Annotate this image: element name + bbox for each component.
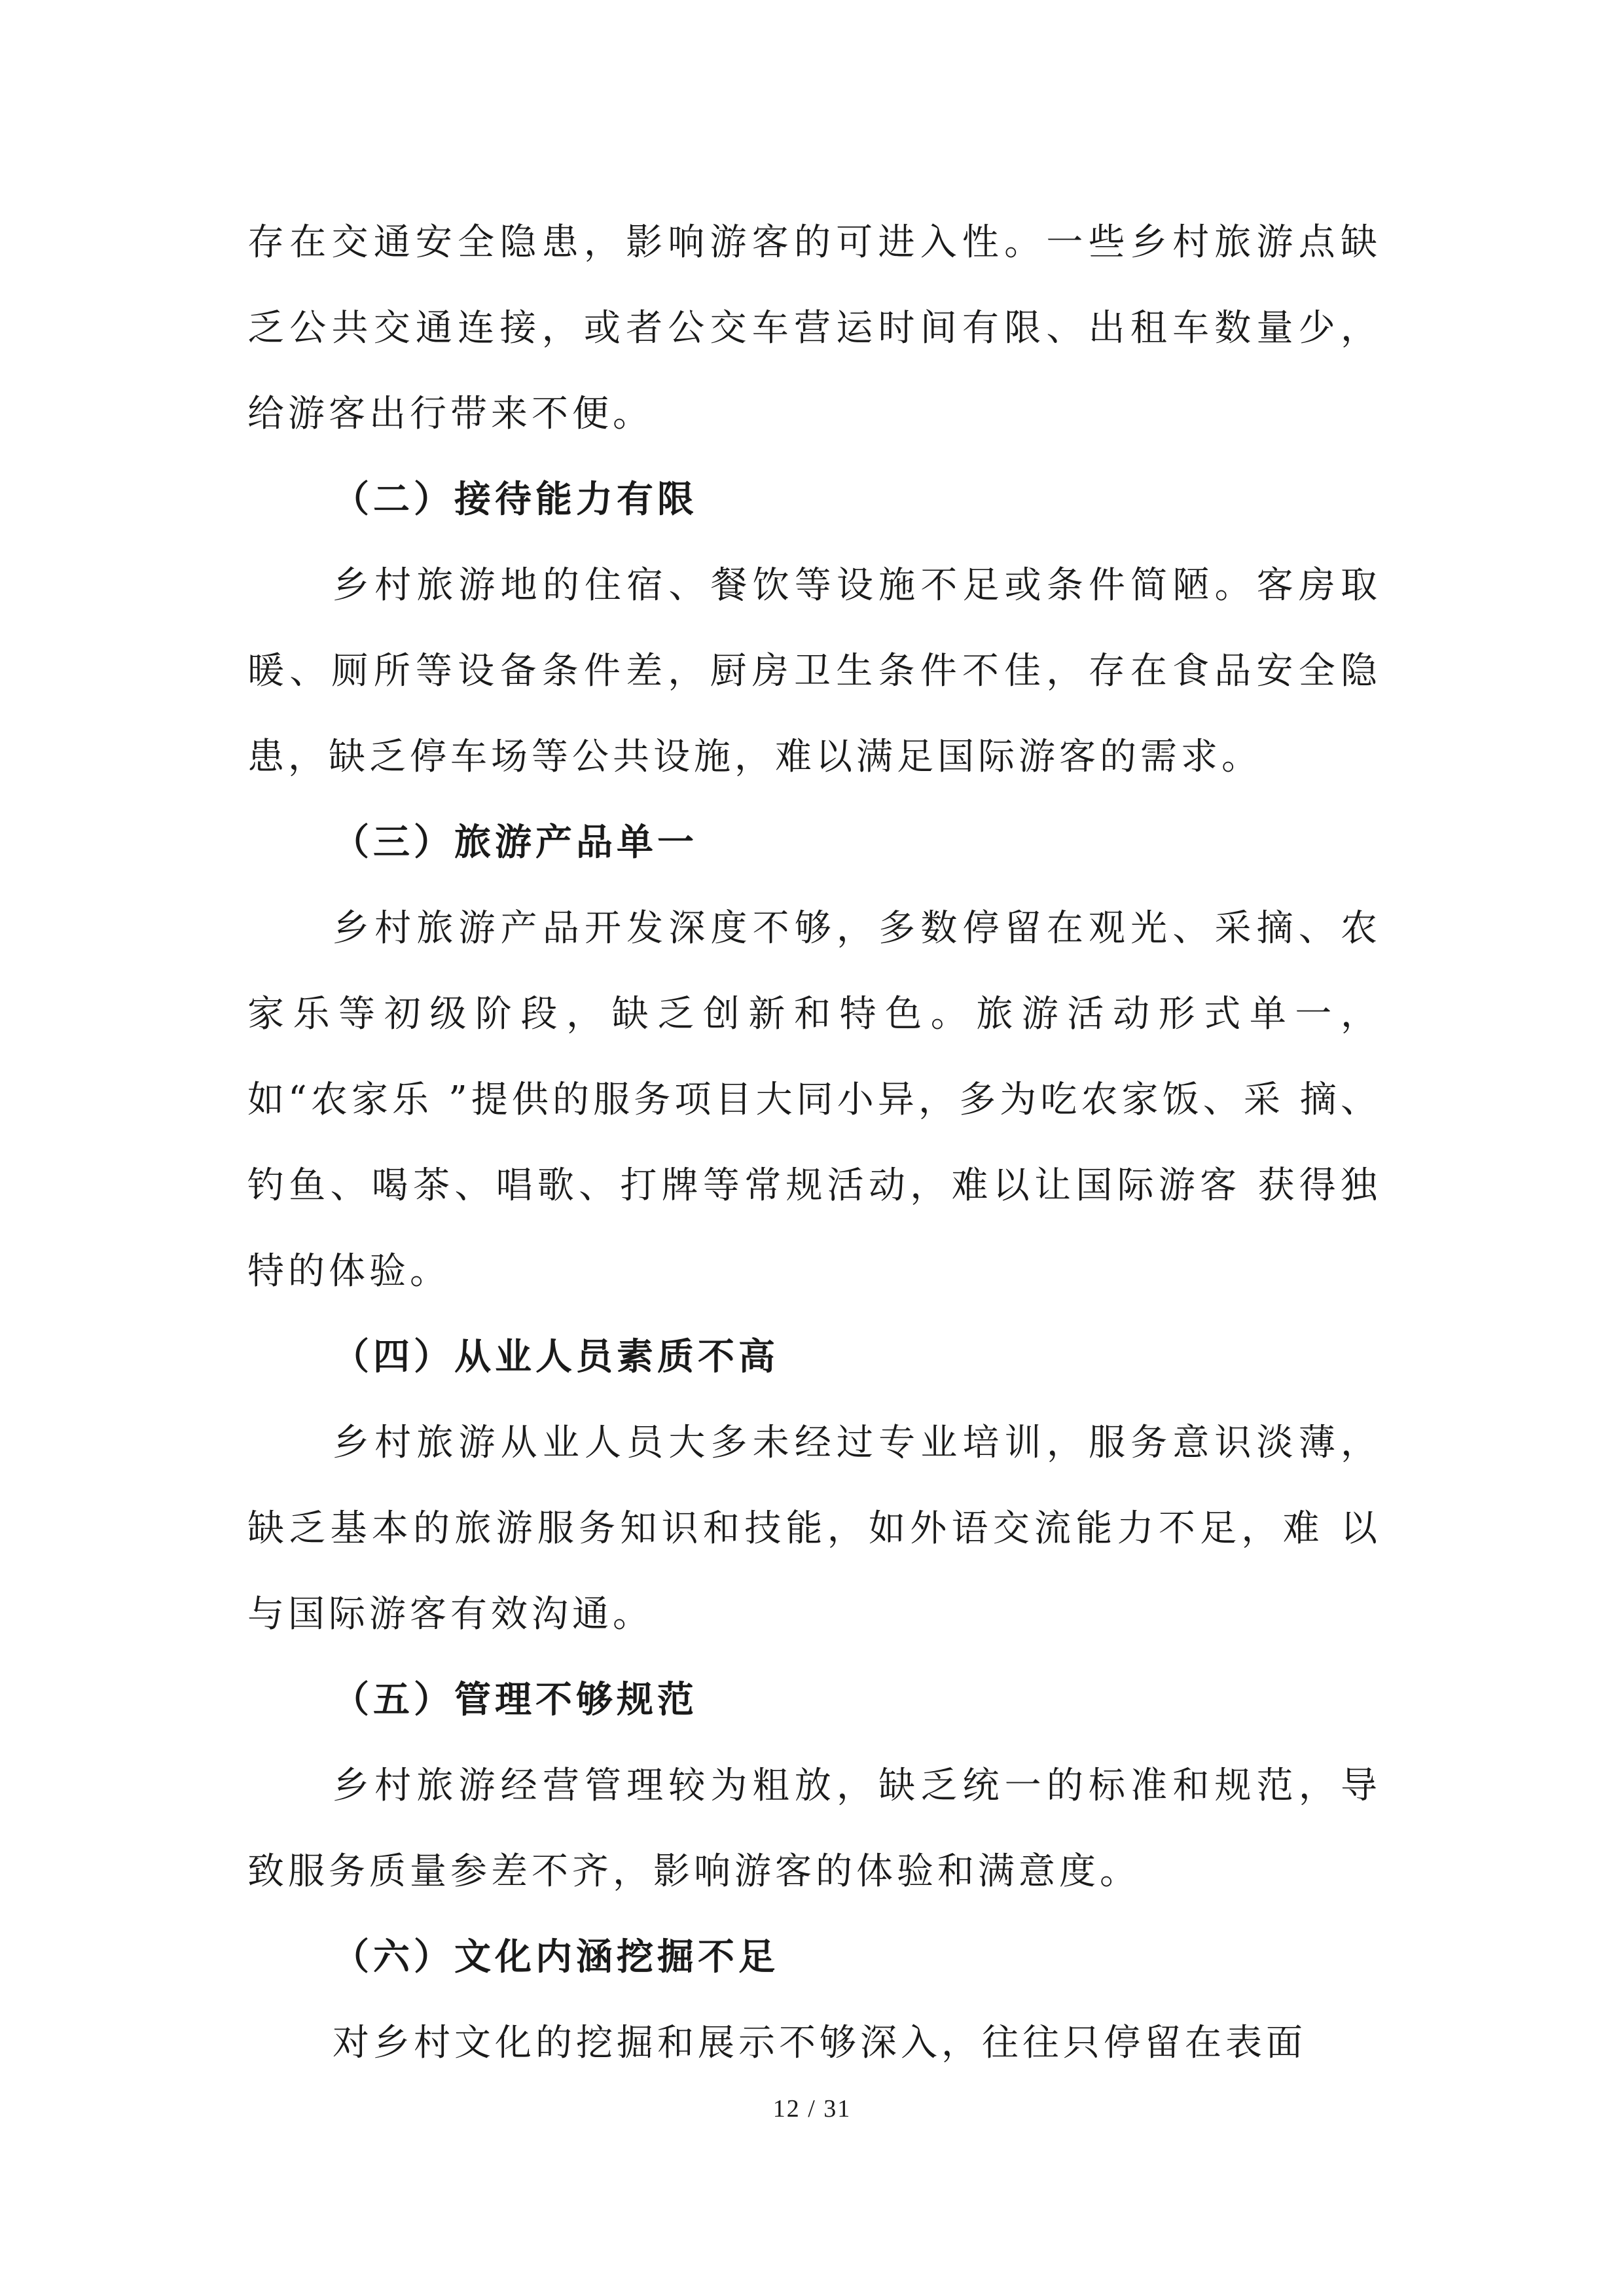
- document-body: [247, 200, 1381, 2086]
- section-paragraph-4: 乡村旅游从业人员大多未经过专业培训，服务意识淡薄，缺乏基本的旅游服务知识和技能，如外语交流能力不足，难 以与国际游客有效沟通。: [247, 1422, 1381, 1636]
- section-heading-3: （三）旅游产品单一: [333, 821, 698, 864]
- page-number: 12 / 31: [772, 2095, 852, 2123]
- section-paragraph-5: 乡村旅游经营管理较为粗放，缺乏统一的标准和规范，导致服务质量参差不齐，影响游客的体验和满意度。: [247, 1765, 1381, 1893]
- section-heading-5: （五）管理不够规范: [333, 1679, 698, 1721]
- section-heading-4: （四）从业人员素质不高: [333, 1336, 779, 1378]
- continuation-paragraph: 存在交通安全隐患，影响游客的可进入性。一些乡村旅游点缺乏公共交通连接，或者公交车营运时间有限、出租车数量少，给游客出行带来不便。: [247, 221, 1381, 435]
- section-paragraph-3: 乡村旅游产品开发深度不够，多数停留在观光、采摘、农家乐等初级阶段，缺乏创新和特色。旅游活动形式单一， 如“农家乐 ”提供的服务项目大同小异，多为吃农家饭、采 摘、钓鱼、喝茶、唱歌、打牌等常规活动，难以让国际游客 获得独特的体验。: [247, 907, 1381, 1293]
- section-paragraph-2: 乡村旅游地的住宿、餐饮等设施不足或条件简陋。客房取暖、厕所等设备条件差，厨房卫生条件不佳，存在食品安全隐患，缺乏停车场等公共设施，难以满足国际游客的需求。: [247, 564, 1381, 778]
- section-heading-6: （六）文化内涵挖掘不足: [333, 1936, 779, 1979]
- section-heading-2: （二）接待能力有限: [333, 478, 698, 521]
- section-paragraph-6: 对乡村文化的挖掘和展示不够深入，往往只停留在表面: [333, 2022, 1307, 2064]
